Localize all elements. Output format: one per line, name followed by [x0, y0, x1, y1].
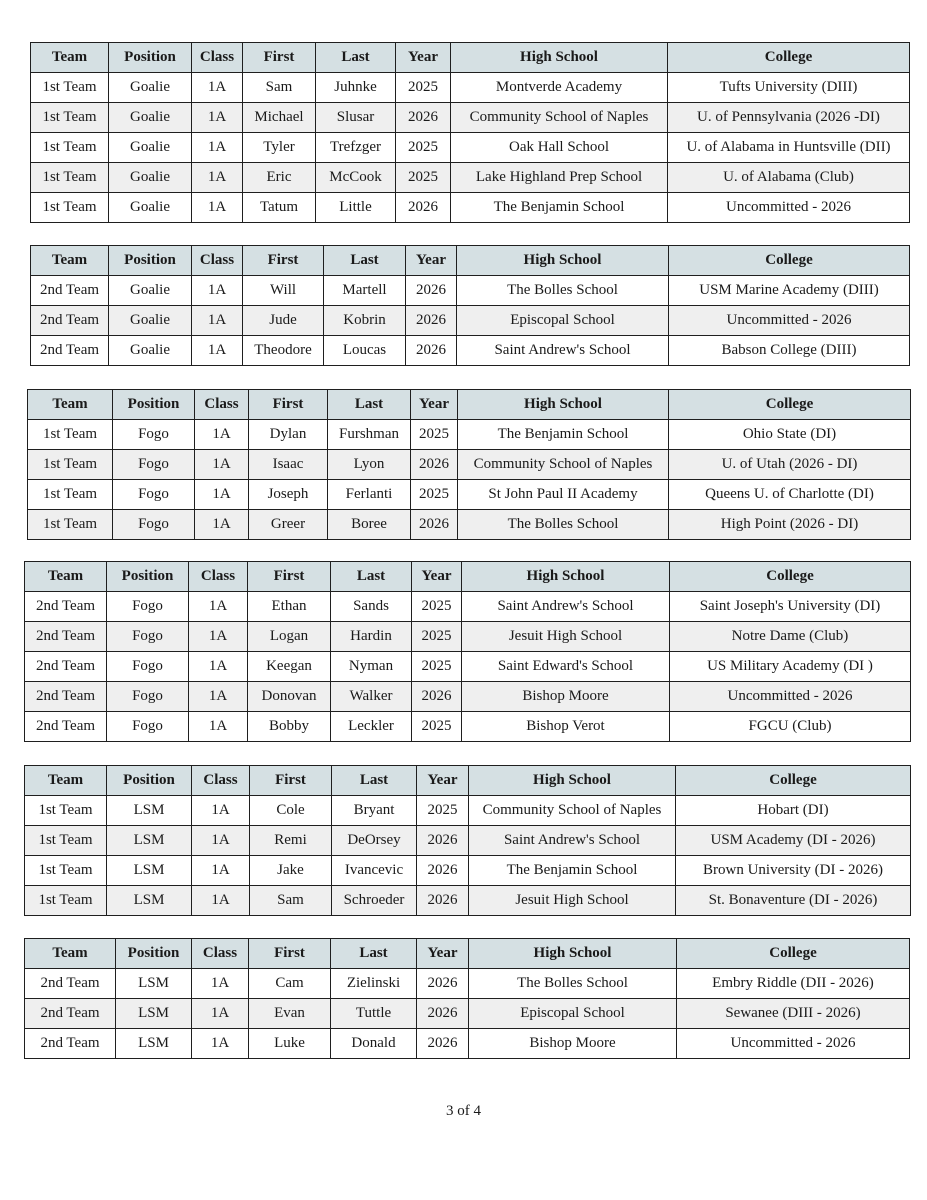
cell-last: Slusar: [316, 103, 396, 133]
table-row: [25, 999, 910, 1029]
cell-year: 2025: [411, 480, 458, 510]
cell-year: 2026: [396, 103, 451, 133]
cell-high-school: St John Paul II Academy: [458, 480, 669, 510]
cell-position: LSM: [116, 999, 192, 1029]
column-header-college: College: [669, 246, 910, 276]
cell-last: Zielinski: [331, 969, 417, 999]
table-header-row: [25, 766, 911, 796]
cell-position: LSM: [107, 856, 192, 886]
cell-last: Martell: [324, 276, 406, 306]
cell-college: Uncommitted - 2026: [669, 306, 910, 336]
column-header-first: First: [249, 390, 328, 420]
cell-class: 1A: [192, 73, 243, 103]
cell-first: Cam: [249, 969, 331, 999]
cell-class: 1A: [195, 480, 249, 510]
cell-position: Goalie: [109, 73, 192, 103]
column-header-college: College: [668, 43, 910, 73]
cell-high-school: Community School of Naples: [469, 796, 676, 826]
cell-high-school: Saint Andrew's School: [457, 336, 669, 366]
column-header-team: Team: [31, 43, 109, 73]
cell-high-school: The Bolles School: [469, 969, 677, 999]
cell-college: Babson College (DIII): [669, 336, 910, 366]
cell-position: Goalie: [109, 133, 192, 163]
cell-position: Fogo: [113, 480, 195, 510]
column-header-last: Last: [331, 939, 417, 969]
cell-year: 2025: [411, 420, 458, 450]
table-header-row: [31, 246, 910, 276]
cell-class: 1A: [192, 969, 249, 999]
cell-college: Ohio State (DI): [669, 420, 911, 450]
cell-team: 2nd Team: [25, 712, 107, 742]
cell-position: Goalie: [109, 276, 192, 306]
cell-college: Hobart (DI): [676, 796, 911, 826]
cell-last: Walker: [331, 682, 412, 712]
cell-position: Fogo: [113, 450, 195, 480]
cell-college: Uncommitted - 2026: [677, 1029, 910, 1059]
cell-position: LSM: [107, 826, 192, 856]
cell-class: 1A: [192, 103, 243, 133]
column-header-year: Year: [412, 562, 462, 592]
table-header-row: [25, 939, 910, 969]
cell-last: Donald: [331, 1029, 417, 1059]
cell-high-school: Saint Andrew's School: [462, 592, 670, 622]
cell-first: Eric: [243, 163, 316, 193]
column-header-college: College: [670, 562, 911, 592]
cell-college: Sewanee (DIII - 2026): [677, 999, 910, 1029]
cell-college: U. of Utah (2026 - DI): [669, 450, 911, 480]
cell-year: 2025: [396, 163, 451, 193]
cell-class: 1A: [189, 712, 248, 742]
table-row: [31, 163, 910, 193]
cell-class: 1A: [192, 276, 243, 306]
cell-high-school: Bishop Verot: [462, 712, 670, 742]
cell-class: 1A: [192, 856, 250, 886]
cell-high-school: Saint Andrew's School: [469, 826, 676, 856]
cell-team: 1st Team: [25, 826, 107, 856]
cell-first: Bobby: [248, 712, 331, 742]
cell-team: 2nd Team: [25, 969, 116, 999]
cell-year: 2026: [417, 826, 469, 856]
column-header-first: First: [243, 43, 316, 73]
cell-high-school: Episcopal School: [457, 306, 669, 336]
column-header-first: First: [249, 939, 331, 969]
column-header-first: First: [250, 766, 332, 796]
table-header-row: [31, 43, 910, 73]
cell-high-school: The Bolles School: [457, 276, 669, 306]
column-header-position: Position: [109, 246, 192, 276]
cell-college: U. of Alabama (Club): [668, 163, 910, 193]
cell-last: Bryant: [332, 796, 417, 826]
cell-class: 1A: [192, 826, 250, 856]
cell-first: Sam: [250, 886, 332, 916]
column-header-position: Position: [109, 43, 192, 73]
cell-position: Goalie: [109, 193, 192, 223]
cell-team: 1st Team: [25, 886, 107, 916]
cell-last: Trefzger: [316, 133, 396, 163]
cell-high-school: Jesuit High School: [462, 622, 670, 652]
cell-high-school: Bishop Moore: [462, 682, 670, 712]
table-row: [31, 103, 910, 133]
table-row: [31, 276, 910, 306]
cell-first: Keegan: [248, 652, 331, 682]
column-header-year: Year: [396, 43, 451, 73]
cell-year: 2026: [406, 336, 457, 366]
table-row: [25, 592, 911, 622]
cell-class: 1A: [192, 163, 243, 193]
cell-high-school: The Benjamin School: [458, 420, 669, 450]
cell-high-school: Montverde Academy: [451, 73, 668, 103]
column-header-class: Class: [195, 390, 249, 420]
cell-team: 1st Team: [28, 480, 113, 510]
cell-last: DeOrsey: [332, 826, 417, 856]
cell-first: Luke: [249, 1029, 331, 1059]
cell-year: 2026: [411, 510, 458, 540]
column-header-first: First: [243, 246, 324, 276]
cell-college: High Point (2026 - DI): [669, 510, 911, 540]
column-header-year: Year: [417, 939, 469, 969]
cell-first: Jude: [243, 306, 324, 336]
column-header-class: Class: [192, 246, 243, 276]
cell-first: Joseph: [249, 480, 328, 510]
table-row: [25, 886, 911, 916]
column-header-high-school: High School: [469, 939, 677, 969]
cell-last: Kobrin: [324, 306, 406, 336]
cell-team: 1st Team: [31, 193, 109, 223]
cell-high-school: The Benjamin School: [469, 856, 676, 886]
cell-first: Remi: [250, 826, 332, 856]
cell-year: 2026: [406, 276, 457, 306]
cell-position: Fogo: [107, 592, 189, 622]
cell-year: 2026: [417, 999, 469, 1029]
column-header-class: Class: [192, 939, 249, 969]
column-header-last: Last: [328, 390, 411, 420]
cell-year: 2026: [417, 886, 469, 916]
cell-year: 2025: [412, 652, 462, 682]
cell-class: 1A: [192, 336, 243, 366]
cell-year: 2026: [406, 306, 457, 336]
table-row: [25, 1029, 910, 1059]
cell-team: 1st Team: [28, 510, 113, 540]
cell-first: Will: [243, 276, 324, 306]
cell-position: Fogo: [113, 420, 195, 450]
roster-table-2nd-team-lsm: [24, 938, 910, 1059]
cell-last: Tuttle: [331, 999, 417, 1029]
roster-table-1st-team-goalie: [30, 42, 910, 223]
table-row: [28, 480, 911, 510]
cell-last: Lyon: [328, 450, 411, 480]
column-header-class: Class: [192, 766, 250, 796]
column-header-team: Team: [28, 390, 113, 420]
cell-position: Goalie: [109, 103, 192, 133]
cell-class: 1A: [192, 1029, 249, 1059]
cell-high-school: Episcopal School: [469, 999, 677, 1029]
cell-team: 1st Team: [31, 133, 109, 163]
column-header-last: Last: [316, 43, 396, 73]
table-row: [28, 420, 911, 450]
cell-high-school: Bishop Moore: [469, 1029, 677, 1059]
cell-team: 2nd Team: [25, 999, 116, 1029]
cell-year: 2025: [396, 133, 451, 163]
cell-class: 1A: [189, 652, 248, 682]
table-row: [25, 652, 911, 682]
cell-position: Fogo: [107, 712, 189, 742]
cell-college: US Military Academy (DI ): [670, 652, 911, 682]
column-header-college: College: [677, 939, 910, 969]
roster-table-1st-team-lsm: [24, 765, 911, 916]
cell-team: 1st Team: [31, 73, 109, 103]
cell-team: 2nd Team: [31, 276, 109, 306]
column-header-class: Class: [189, 562, 248, 592]
cell-last: Juhnke: [316, 73, 396, 103]
cell-high-school: Saint Edward's School: [462, 652, 670, 682]
cell-college: Embry Riddle (DII - 2026): [677, 969, 910, 999]
cell-year: 2026: [396, 193, 451, 223]
cell-college: Brown University (DI - 2026): [676, 856, 911, 886]
column-header-year: Year: [411, 390, 458, 420]
cell-team: 1st Team: [31, 103, 109, 133]
cell-year: 2025: [396, 73, 451, 103]
cell-first: Tyler: [243, 133, 316, 163]
cell-college: St. Bonaventure (DI - 2026): [676, 886, 911, 916]
cell-team: 1st Team: [28, 420, 113, 450]
roster-table-2nd-team-goalie: [30, 245, 910, 366]
column-header-high-school: High School: [458, 390, 669, 420]
cell-last: Loucas: [324, 336, 406, 366]
table-row: [25, 796, 911, 826]
cell-year: 2026: [412, 682, 462, 712]
cell-team: 1st Team: [25, 796, 107, 826]
column-header-first: First: [248, 562, 331, 592]
cell-year: 2025: [412, 712, 462, 742]
table-row: [25, 969, 910, 999]
cell-last: Schroeder: [332, 886, 417, 916]
table-row: [31, 336, 910, 366]
column-header-position: Position: [107, 766, 192, 796]
cell-position: LSM: [107, 796, 192, 826]
cell-class: 1A: [195, 420, 249, 450]
cell-first: Donovan: [248, 682, 331, 712]
table-row: [31, 306, 910, 336]
column-header-last: Last: [332, 766, 417, 796]
column-header-last: Last: [331, 562, 412, 592]
cell-last: Hardin: [331, 622, 412, 652]
cell-position: LSM: [107, 886, 192, 916]
cell-year: 2026: [411, 450, 458, 480]
cell-first: Sam: [243, 73, 316, 103]
table-row: [25, 712, 911, 742]
table-row: [28, 510, 911, 540]
column-header-high-school: High School: [462, 562, 670, 592]
cell-position: Goalie: [109, 306, 192, 336]
cell-year: 2026: [417, 856, 469, 886]
cell-first: Jake: [250, 856, 332, 886]
cell-position: LSM: [116, 1029, 192, 1059]
cell-last: Leckler: [331, 712, 412, 742]
table-row: [25, 682, 911, 712]
cell-first: Greer: [249, 510, 328, 540]
cell-college: FGCU (Club): [670, 712, 911, 742]
column-header-college: College: [669, 390, 911, 420]
cell-first: Ethan: [248, 592, 331, 622]
cell-class: 1A: [189, 592, 248, 622]
cell-class: 1A: [192, 886, 250, 916]
column-header-year: Year: [406, 246, 457, 276]
cell-last: Furshman: [328, 420, 411, 450]
cell-college: Tufts University (DIII): [668, 73, 910, 103]
cell-college: U. of Pennsylvania (2026 -DI): [668, 103, 910, 133]
cell-college: Saint Joseph's University (DI): [670, 592, 911, 622]
cell-team: 2nd Team: [25, 622, 107, 652]
cell-team: 2nd Team: [25, 592, 107, 622]
cell-position: Goalie: [109, 336, 192, 366]
column-header-position: Position: [113, 390, 195, 420]
cell-team: 1st Team: [28, 450, 113, 480]
roster-table-2nd-team-fogo: [24, 561, 911, 742]
cell-college: USM Marine Academy (DIII): [669, 276, 910, 306]
cell-position: Fogo: [113, 510, 195, 540]
column-header-high-school: High School: [457, 246, 669, 276]
table-header-row: [28, 390, 911, 420]
cell-year: 2025: [417, 796, 469, 826]
cell-last: Little: [316, 193, 396, 223]
column-header-year: Year: [417, 766, 469, 796]
cell-year: 2026: [417, 969, 469, 999]
column-header-team: Team: [31, 246, 109, 276]
cell-high-school: Community School of Naples: [458, 450, 669, 480]
cell-high-school: The Bolles School: [458, 510, 669, 540]
cell-class: 1A: [192, 193, 243, 223]
cell-position: Goalie: [109, 163, 192, 193]
cell-first: Cole: [250, 796, 332, 826]
table-row: [25, 856, 911, 886]
page-number: 3 of 4: [446, 1103, 481, 1119]
cell-high-school: Lake Highland Prep School: [451, 163, 668, 193]
cell-first: Tatum: [243, 193, 316, 223]
table-row: [25, 622, 911, 652]
cell-high-school: The Benjamin School: [451, 193, 668, 223]
cell-high-school: Community School of Naples: [451, 103, 668, 133]
column-header-team: Team: [25, 562, 107, 592]
cell-college: Queens U. of Charlotte (DI): [669, 480, 911, 510]
cell-team: 2nd Team: [25, 682, 107, 712]
table-row: [31, 73, 910, 103]
cell-first: Logan: [248, 622, 331, 652]
cell-college: USM Academy (DI - 2026): [676, 826, 911, 856]
cell-position: Fogo: [107, 682, 189, 712]
cell-position: Fogo: [107, 622, 189, 652]
cell-year: 2026: [417, 1029, 469, 1059]
cell-position: Fogo: [107, 652, 189, 682]
cell-year: 2025: [412, 622, 462, 652]
column-header-position: Position: [116, 939, 192, 969]
cell-last: Nyman: [331, 652, 412, 682]
cell-college: Notre Dame (Club): [670, 622, 911, 652]
cell-class: 1A: [192, 306, 243, 336]
cell-first: Dylan: [249, 420, 328, 450]
table-row: [31, 193, 910, 223]
cell-college: Uncommitted - 2026: [668, 193, 910, 223]
cell-class: 1A: [195, 510, 249, 540]
cell-year: 2025: [412, 592, 462, 622]
cell-last: Sands: [331, 592, 412, 622]
column-header-high-school: High School: [451, 43, 668, 73]
cell-class: 1A: [189, 682, 248, 712]
column-header-college: College: [676, 766, 911, 796]
column-header-position: Position: [107, 562, 189, 592]
column-header-team: Team: [25, 766, 107, 796]
cell-last: Boree: [328, 510, 411, 540]
cell-first: Michael: [243, 103, 316, 133]
cell-last: McCook: [316, 163, 396, 193]
cell-class: 1A: [192, 796, 250, 826]
cell-team: 2nd Team: [25, 1029, 116, 1059]
table-row: [28, 450, 911, 480]
column-header-class: Class: [192, 43, 243, 73]
cell-first: Isaac: [249, 450, 328, 480]
cell-college: Uncommitted - 2026: [670, 682, 911, 712]
cell-first: Theodore: [243, 336, 324, 366]
column-header-last: Last: [324, 246, 406, 276]
cell-high-school: Oak Hall School: [451, 133, 668, 163]
column-header-high-school: High School: [469, 766, 676, 796]
cell-team: 2nd Team: [31, 306, 109, 336]
cell-class: 1A: [192, 999, 249, 1029]
cell-team: 2nd Team: [25, 652, 107, 682]
roster-table-1st-team-fogo: [27, 389, 911, 540]
cell-last: Ferlanti: [328, 480, 411, 510]
table-row: [25, 826, 911, 856]
cell-team: 1st Team: [31, 163, 109, 193]
cell-class: 1A: [189, 622, 248, 652]
column-header-team: Team: [25, 939, 116, 969]
cell-team: 1st Team: [25, 856, 107, 886]
cell-college: U. of Alabama in Huntsville (DII): [668, 133, 910, 163]
cell-class: 1A: [192, 133, 243, 163]
cell-last: Ivancevic: [332, 856, 417, 886]
cell-class: 1A: [195, 450, 249, 480]
cell-high-school: Jesuit High School: [469, 886, 676, 916]
table-row: [31, 133, 910, 163]
cell-team: 2nd Team: [31, 336, 109, 366]
table-header-row: [25, 562, 911, 592]
cell-position: LSM: [116, 969, 192, 999]
cell-first: Evan: [249, 999, 331, 1029]
